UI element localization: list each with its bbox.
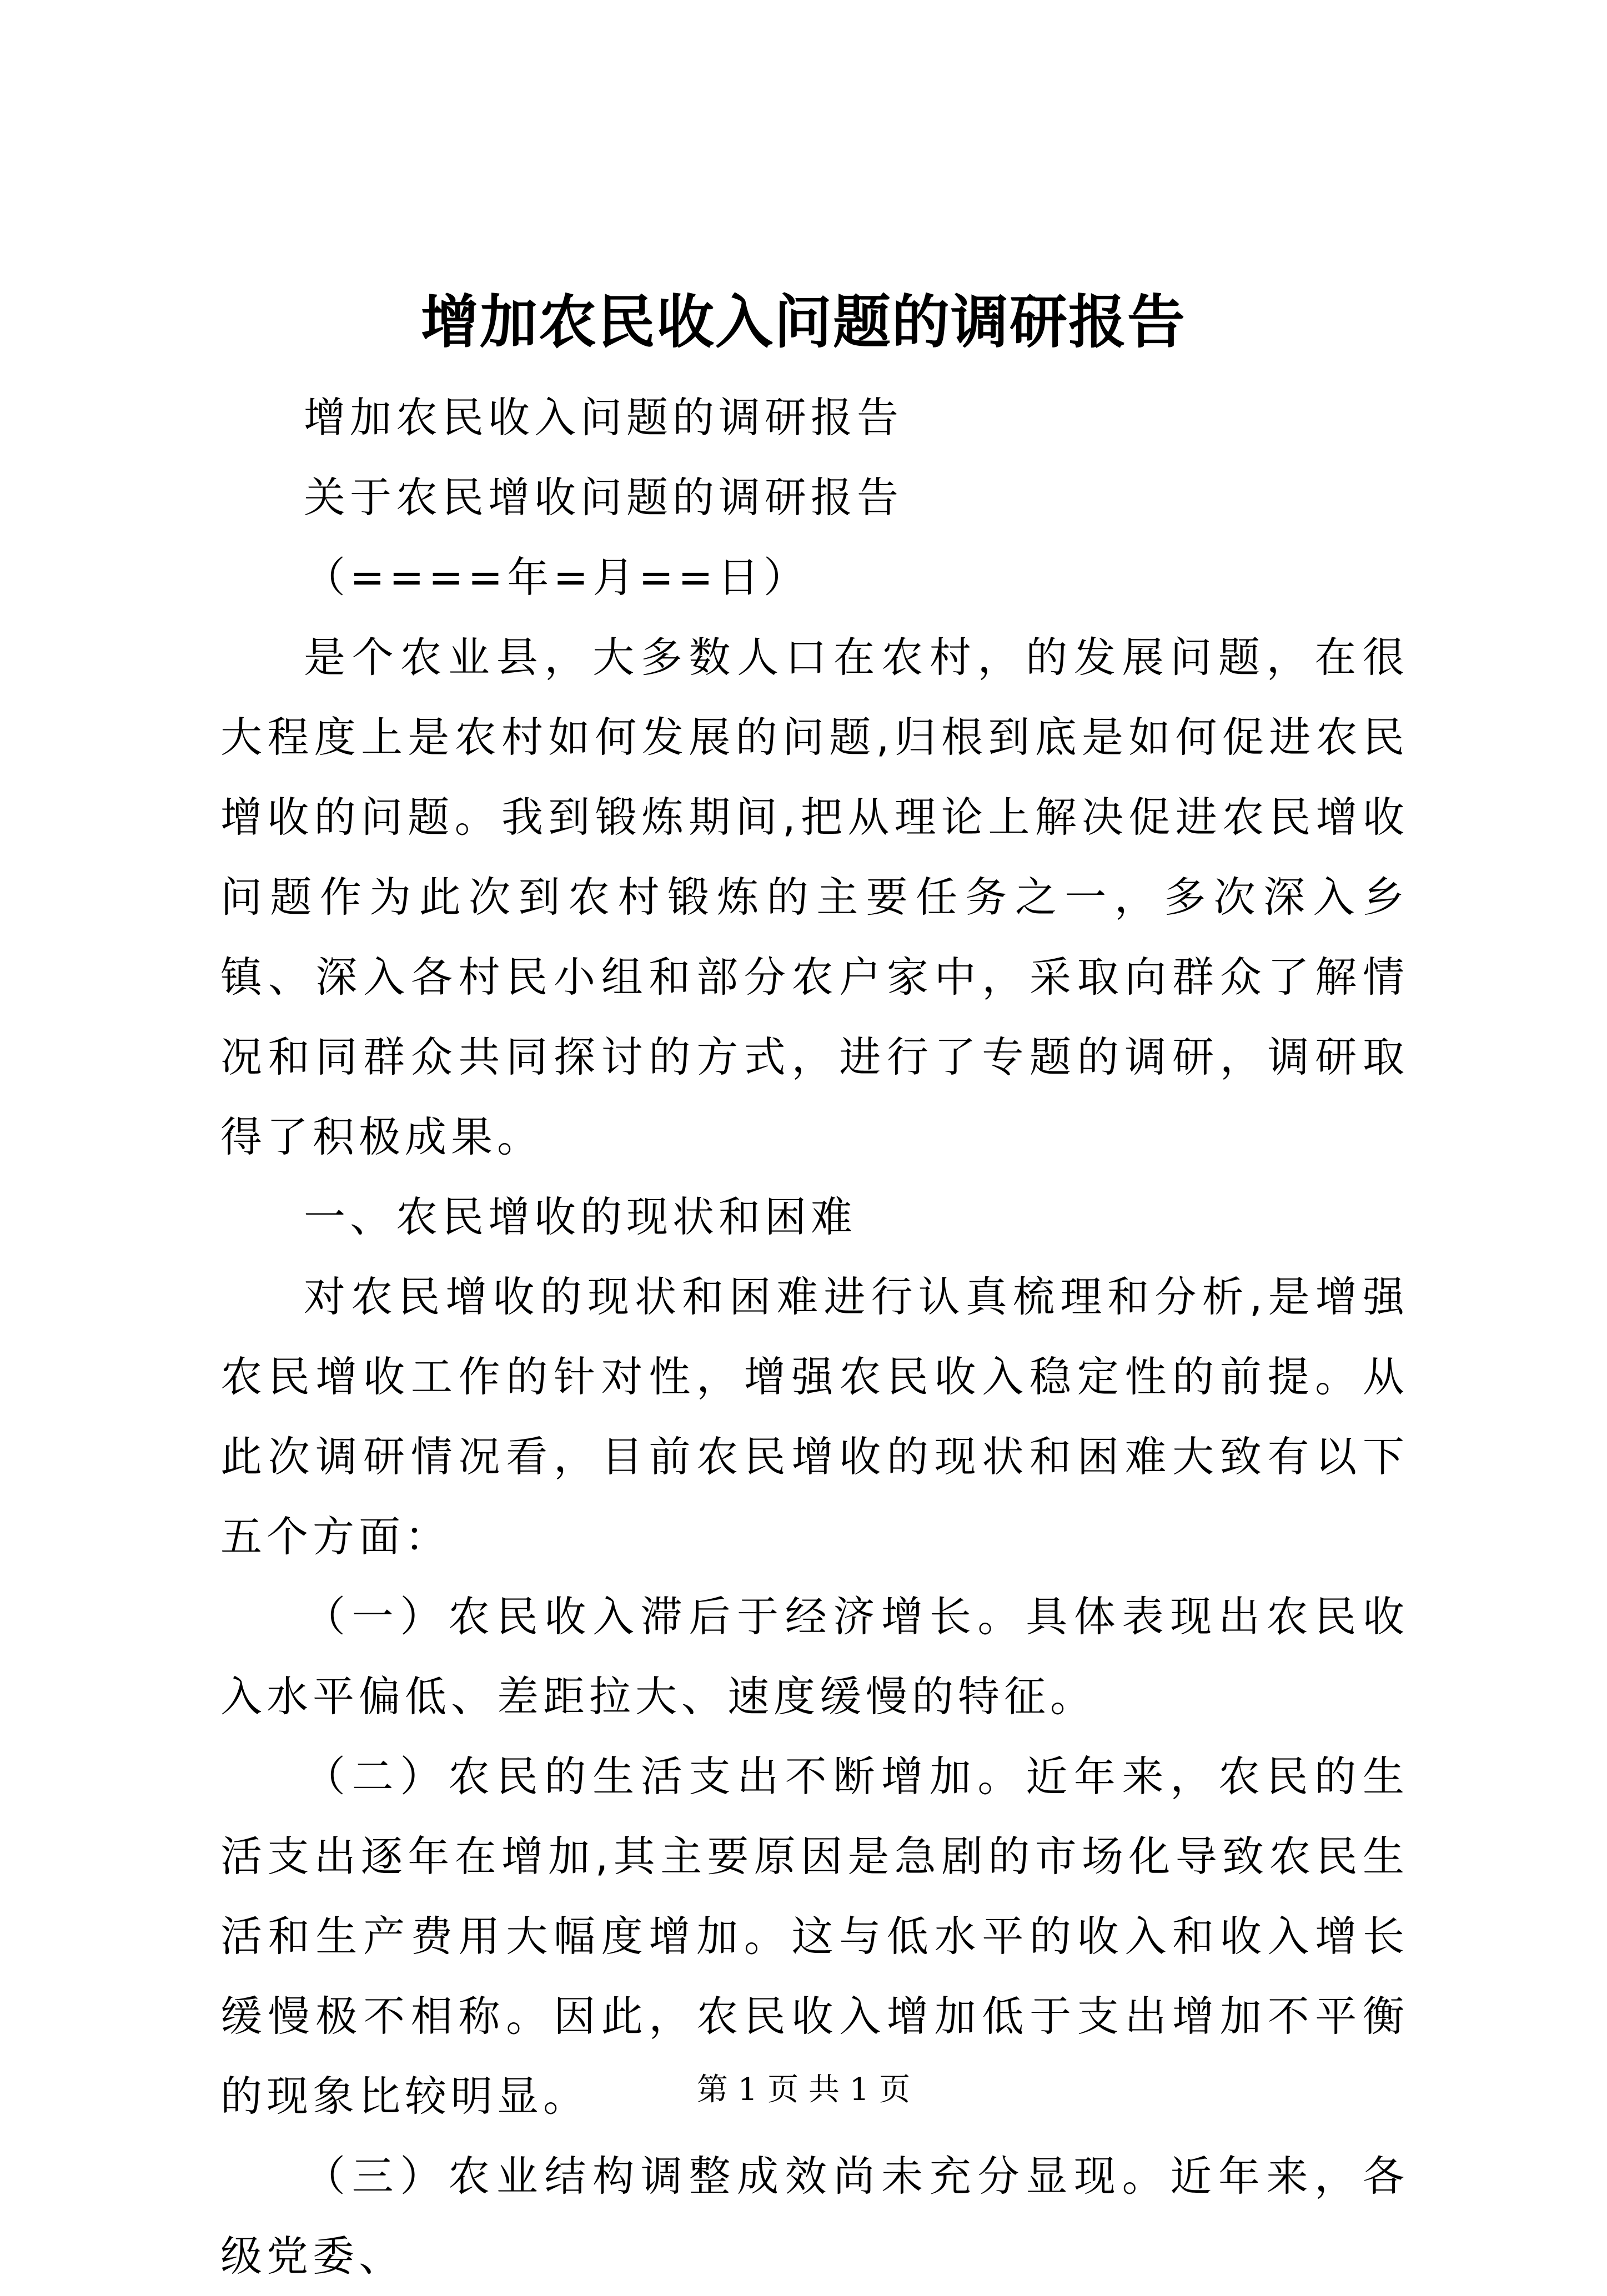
paragraph-section-1-intro: 对农民增收的现状和困难进行认真梳理和分析,是增强农民增收工作的针对性，增强农民收入稳定性的前提。从此次调研情况看，目前农民增收的现状和困难大致有以下五个方面：	[220, 1272, 1409, 1561]
paragraph-point-1: （一）农民收入滞后于经济增长。具体表现出农民收入水平偏低、差距拉大、速度缓慢的特征。	[220, 1592, 1409, 1721]
page-footer: 第 1 页 共 1 页	[696, 2072, 911, 2108]
paragraph-heading-repeat: 增加农民收入问题的调研报告	[304, 393, 903, 442]
paragraph-point-2: （二）农民的生活支出不断增加。近年来，农民的生活支出逐年在增加,其主要原因是急剧的市场化导致农民生活和生产费用大幅度增加。这与低水平的收入和收入增长缓慢极不相称。因此，农民收入增加低于支出增加不平衡的现象比较明显。	[220, 1752, 1409, 2121]
section-heading-1: 一、农民增收的现状和困难	[304, 1192, 857, 1241]
paragraph-subtitle: 关于农民增收问题的调研报告	[304, 473, 903, 522]
paragraph-intro: 是个农业县，大多数人口在农村，的发展问题，在很大程度上是农村如何发展的问题,归根到底是如何促进农民增收的问题。我到锻炼期间,把从理论上解决促进农民增收问题作为此次到农村锻炼的主要任务之一，多次深入乡镇、深入各村民小组和部分农户家中，采取向群众了解情况和同群众共同探讨的方式，进行了专题的调研，调研取得了积极成果。	[220, 633, 1409, 1161]
document-title: 增加农民收入问题的调研报告	[420, 288, 1186, 356]
paragraph-date: （====年=月==日）	[304, 553, 810, 602]
paragraph-point-3: （三）农业结构调整成效尚未充分显现。近年来，各级党委、	[220, 2152, 1409, 2280]
document-body	[220, 377, 1409, 2296]
